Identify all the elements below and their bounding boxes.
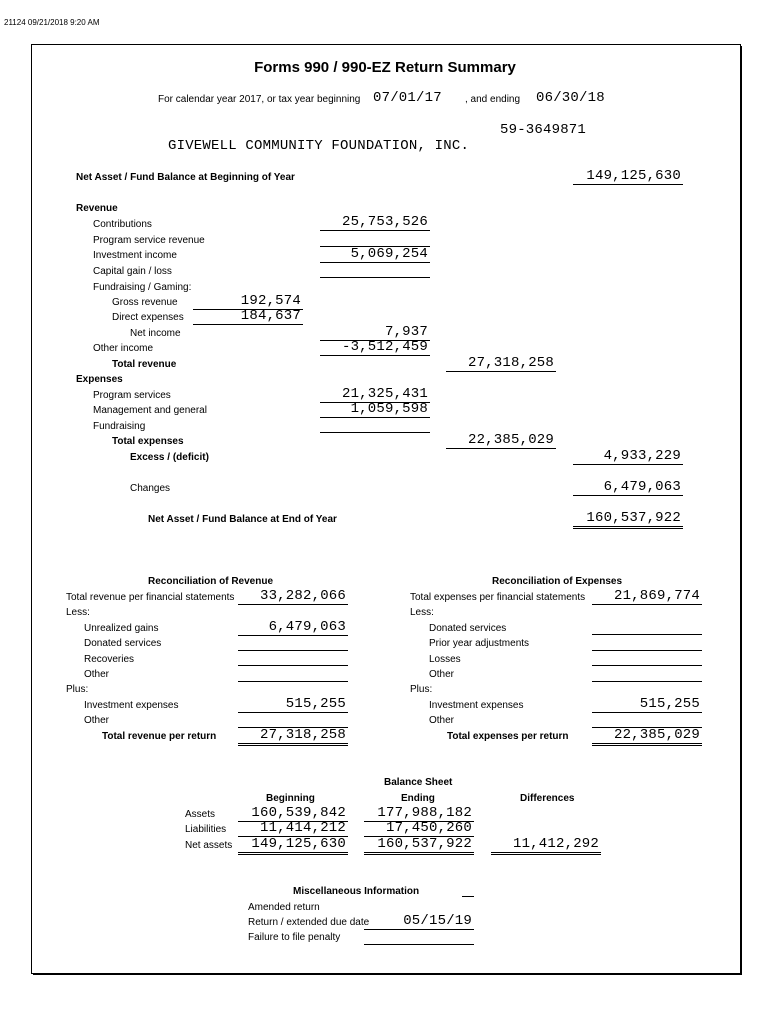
capital-gain-label: Capital gain / loss — [93, 266, 172, 277]
recon-expenses-fs-value: 21,869,774 — [592, 588, 702, 605]
recon-expenses-less: Less: — [410, 607, 434, 618]
balance-sheet-heading: Balance Sheet — [384, 777, 453, 788]
fundraising-value — [320, 416, 430, 433]
gross-revenue-label: Gross revenue — [112, 297, 178, 308]
print-stamp: 21124 09/21/2018 9:20 AM — [4, 18, 100, 27]
recon-losses-value — [592, 649, 702, 666]
total-revenue-value: 27,318,258 — [446, 355, 556, 372]
ein: 59-3649871 — [500, 122, 587, 138]
program-services-label: Program services — [93, 390, 171, 401]
recon-expenses-plus: Plus: — [410, 684, 433, 695]
recon-unrealized-label: Unrealized gains — [84, 623, 159, 634]
recon-rev-other-plus-value — [238, 711, 348, 728]
frame-shadow-right — [740, 46, 742, 975]
expenses-heading: Expenses — [76, 374, 123, 385]
recon-recoveries-label: Recoveries — [84, 654, 135, 665]
management-general-label: Management and general — [93, 405, 207, 416]
investment-income-value: 5,069,254 — [320, 246, 430, 263]
balance-net-assets-beginning: 149,125,630 — [238, 836, 348, 855]
recon-revenue-fs-label: Total revenue per financial statements — [66, 592, 235, 603]
recon-rev-donated-label: Donated services — [84, 638, 162, 649]
recon-exp-other-plus-value — [592, 711, 702, 728]
page-title: Forms 990 / 990-EZ Return Summary — [254, 59, 516, 76]
management-general-value: 1,059,598 — [320, 401, 430, 418]
excess-deficit-label: Excess / (deficit) — [130, 452, 209, 463]
investment-income-label: Investment income — [93, 250, 177, 261]
recon-exp-other-less-value — [592, 665, 702, 682]
net-asset-begin-value: 149,125,630 — [573, 168, 683, 185]
gross-revenue-value: 192,574 — [193, 293, 303, 310]
recon-rev-investment-value: 515,255 — [238, 696, 348, 713]
balance-liabilities-ending: 17,450,260 — [364, 820, 474, 837]
misc-penalty-label: Failure to file penalty — [248, 932, 341, 943]
net-income-value: 7,937 — [320, 324, 430, 341]
recon-revenue-heading: Reconciliation of Revenue — [148, 576, 274, 587]
recon-expenses-total-label: Total expenses per return — [447, 731, 569, 742]
tax-year-prefix: For calendar year 2017, or tax year beginning — [158, 94, 361, 105]
recon-unrealized-value: 6,479,063 — [238, 619, 348, 636]
recon-expenses-heading: Reconciliation of Expenses — [492, 576, 623, 587]
recon-exp-donated-label: Donated services — [429, 623, 507, 634]
tax-year-begin: 07/01/17 — [373, 90, 442, 106]
fundraising-gaming-heading: Fundraising / Gaming: — [93, 282, 192, 293]
recon-revenue-less: Less: — [66, 607, 90, 618]
program-service-revenue-value — [320, 230, 430, 247]
misc-penalty-value — [364, 928, 474, 945]
balance-net-assets-ending: 160,537,922 — [364, 836, 474, 855]
balance-net-assets-label: Net assets — [185, 840, 233, 851]
recon-exp-donated-value — [592, 618, 702, 635]
excess-deficit-value: 4,933,229 — [573, 448, 683, 465]
balance-col-ending: Ending — [401, 793, 435, 804]
contributions-value: 25,753,526 — [320, 214, 430, 231]
organization-name: GIVEWELL COMMUNITY FOUNDATION, INC. — [168, 138, 470, 154]
program-service-revenue-label: Program service revenue — [93, 235, 205, 246]
recon-exp-other-plus-label: Other — [429, 715, 455, 726]
total-expenses-label: Total expenses — [112, 436, 184, 447]
recon-expenses-total-value: 22,385,029 — [592, 727, 702, 746]
net-asset-end-value: 160,537,922 — [573, 510, 683, 529]
recon-prior-year-label: Prior year adjustments — [429, 638, 530, 649]
balance-liabilities-beginning: 11,414,212 — [238, 820, 348, 837]
misc-heading: Miscellaneous Information — [293, 886, 420, 897]
recon-losses-label: Losses — [429, 654, 461, 665]
net-asset-begin-label: Net Asset / Fund Balance at Beginning of Year — [76, 172, 295, 183]
tax-year-mid: , and ending — [465, 94, 521, 105]
balance-col-differences: Differences — [520, 793, 575, 804]
recon-exp-investment-label: Investment expenses — [429, 700, 524, 711]
misc-due-date-label: Return / extended due date — [248, 917, 370, 928]
misc-amended-label: Amended return — [248, 902, 320, 913]
recon-revenue-plus: Plus: — [66, 684, 89, 695]
direct-expenses-label: Direct expenses — [112, 312, 184, 323]
balance-assets-label: Assets — [185, 809, 216, 820]
recon-revenue-fs-value: 33,282,066 — [238, 588, 348, 605]
balance-liabilities-label: Liabilities — [185, 824, 227, 835]
recon-recoveries-value — [238, 649, 348, 666]
other-income-value: -3,512,459 — [320, 339, 430, 356]
balance-col-beginning: Beginning — [266, 793, 315, 804]
tax-year-end: 06/30/18 — [536, 90, 605, 106]
balance-net-assets-difference: 11,412,292 — [491, 836, 601, 855]
frame-shadow-bottom — [33, 973, 742, 975]
net-income-label: Net income — [130, 328, 181, 339]
balance-assets-ending: 177,988,182 — [364, 805, 474, 822]
recon-exp-investment-value: 515,255 — [592, 696, 702, 713]
recon-revenue-total-value: 27,318,258 — [238, 727, 348, 746]
contributions-label: Contributions — [93, 219, 152, 230]
misc-due-date-value: 05/15/19 — [364, 913, 474, 930]
recon-rev-investment-label: Investment expenses — [84, 700, 179, 711]
misc-amended-checkbox-line — [462, 896, 474, 897]
total-expenses-value: 22,385,029 — [446, 432, 556, 449]
recon-rev-other-less-label: Other — [84, 669, 110, 680]
changes-label: Changes — [130, 483, 171, 494]
recon-rev-other-plus-label: Other — [84, 715, 110, 726]
changes-value: 6,479,063 — [573, 479, 683, 496]
recon-rev-other-less-value — [238, 665, 348, 682]
capital-gain-value — [320, 261, 430, 278]
total-revenue-label: Total revenue — [112, 359, 177, 370]
other-income-label: Other income — [93, 343, 154, 354]
balance-assets-beginning: 160,539,842 — [238, 805, 348, 822]
fundraising-label: Fundraising — [93, 421, 146, 432]
program-services-value: 21,325,431 — [320, 386, 430, 403]
recon-expenses-fs-label: Total expenses per financial statements — [410, 592, 586, 603]
recon-revenue-total-label: Total revenue per return — [102, 731, 217, 742]
direct-expenses-value: 184,637 — [193, 308, 303, 325]
recon-exp-other-less-label: Other — [429, 669, 455, 680]
net-asset-end-label: Net Asset / Fund Balance at End of Year — [148, 514, 337, 525]
revenue-heading: Revenue — [76, 203, 118, 214]
